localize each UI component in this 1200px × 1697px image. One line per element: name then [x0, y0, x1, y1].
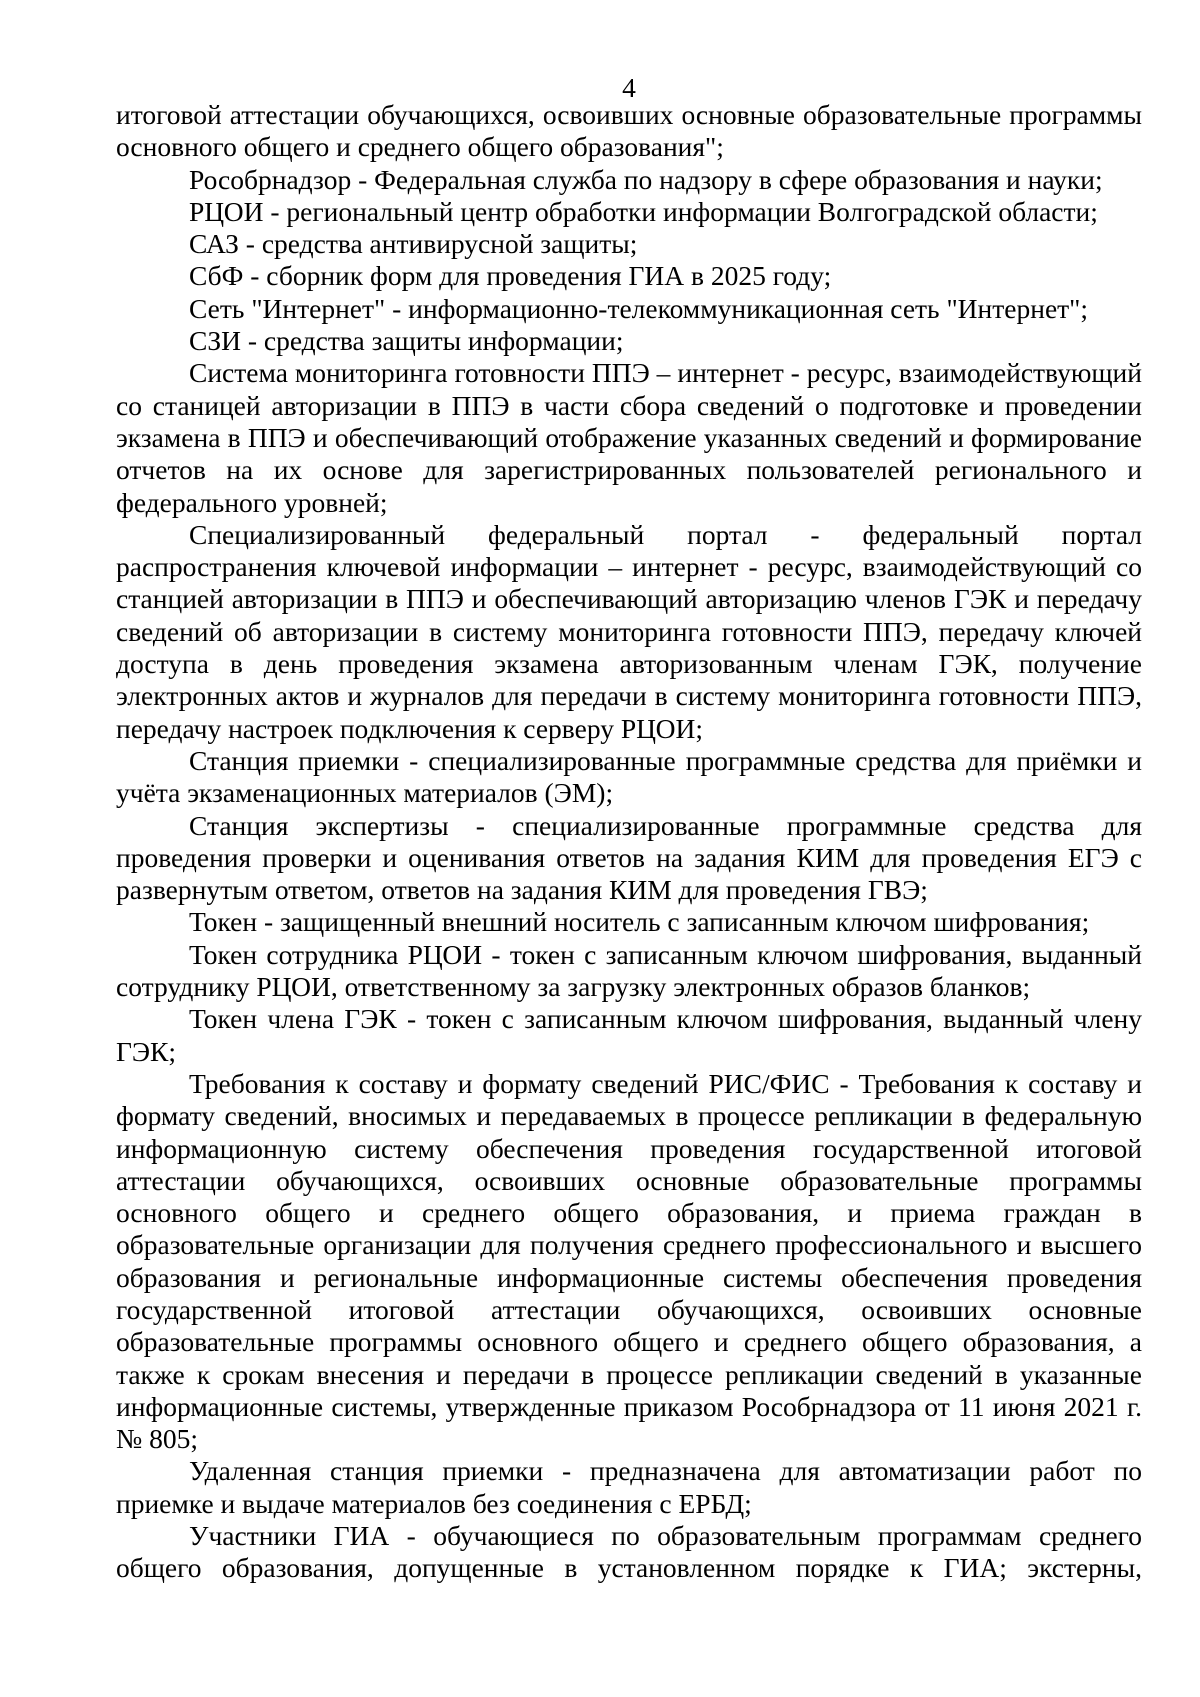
definition-monitoring-system: Система мониторинга готовности ППЭ – интернет - ресурс, взаимодействующий со станицей авторизации в ППЭ в части сбора сведений о подготовке и проведении экзамена в ППЭ и обеспечивающий отображение указанных сведений и формирование отчетов на их основе для зарегистрированных пользователей регионального и федерального уровней; — [116, 357, 1142, 518]
definition-remote-reception-station: Удаленная станция приемки - предназначена для автоматизации работ по приемке и выдаче материалов без соединения с ЕРБД; — [116, 1455, 1142, 1519]
definition-saz: САЗ - средства антивирусной защиты; — [189, 228, 638, 260]
paragraph-continuation: итоговой аттестации обучающихся, освоивших основные образовательные программы основного общего и среднего общего образования"; — [116, 99, 1142, 163]
definition-rosobrnadzor: Рособрнадзор - Федеральная служба по надзору в сфере образования и науки; — [189, 163, 1103, 195]
definition-rcoi: РЦОИ - региональный центр обработки информации Волгоградской области; — [189, 195, 1098, 227]
definition-rcoi-token: Токен сотрудника РЦОИ - токен с записанным ключом шифрования, выданный сотруднику РЦОИ, ответственному за загрузку электронных образов бланков; — [116, 938, 1142, 1003]
definition-token: Токен - защищенный внешний носитель с записанным ключом шифрования; — [189, 906, 1090, 938]
definition-reception-station: Станция приемки - специализированные программные средства для приёмки и учёта экзаменационных материалов (ЭМ); — [116, 744, 1142, 809]
definition-gia-participants: Участники ГИА - обучающиеся по образовательным программам среднего общего образования, допущенные в установленном порядке к ГИА; экстерны, — [116, 1520, 1142, 1584]
definition-federal-portal: Специализированный федеральный портал - федеральный портал распространения ключевой информации – интернет - ресурс, взаимодействующий со станцией авторизации в ППЭ и обеспечивающий авторизацию членов ГЭК и передачу сведений об авторизации в систему мониторинга готовности ППЭ, передачу ключей доступа в день проведения экзамена авторизованным членам ГЭК, получение электронных актов и журналов для передачи в систему мониторинга готовности ППЭ, передачу настроек подключения к серверу РЦОИ; — [116, 518, 1142, 744]
definition-internet: Сеть "Интернет" - информационно-телекоммуникационная сеть "Интернет"; — [189, 292, 1089, 324]
definition-expertise-station: Станция экспертизы - специализированные программные средства для проведения проверки и оценивания ответов на задания КИМ для проведения ЕГЭ с развернутым ответом, ответов на задания КИМ для проведения ГВЭ; — [116, 809, 1142, 906]
definition-ris-fis-requirements: Требования к составу и формату сведений РИС/ФИС - Требования к составу и формату сведений, вносимых и передаваемых в процессе репликации в федеральную информационную систему обеспечения проведения государственной итоговой аттестации обучающихся, освоивших основные образовательные программы основного общего и среднего общего образования, и приема граждан в образовательные организации для получения среднего профессионального и высшего образования и региональные информационные системы обеспечения проведения государственной итоговой аттестации обучающихся, освоивших основные образовательные программы основного общего и среднего общего образования, а также к срокам внесения и передачи в процессе репликации сведений в указанные информационные системы, утвержденные приказом Рособрнадзора от 11 июня 2021 г. № 805; — [116, 1067, 1142, 1455]
document-body — [116, 99, 1142, 1585]
definition-szi: СЗИ - средства защиты информации; — [189, 325, 624, 357]
page-number: 4 — [622, 72, 636, 103]
definition-gek-token: Токен члена ГЭК - токен с записанным ключом шифрования, выданный члену ГЭК; — [116, 1003, 1142, 1067]
definition-sbf: СбФ - сборник форм для проведения ГИА в 2025 году; — [189, 260, 832, 292]
